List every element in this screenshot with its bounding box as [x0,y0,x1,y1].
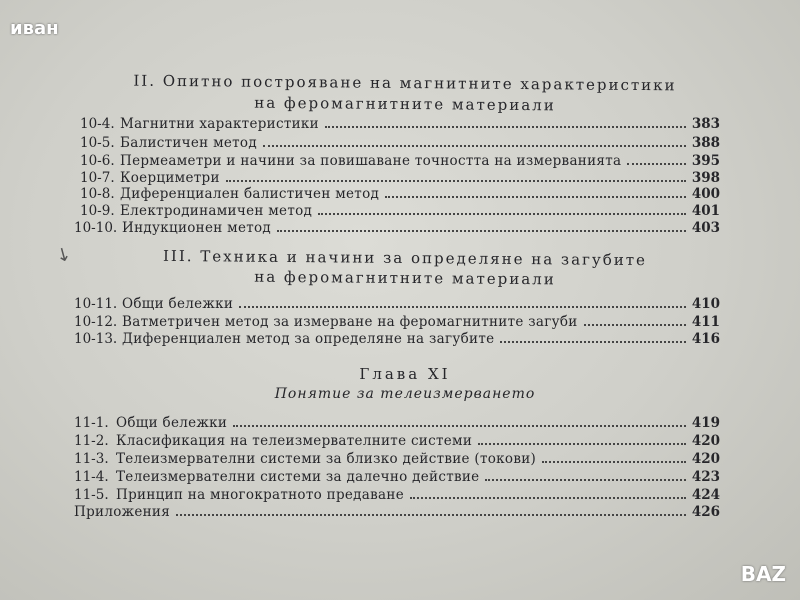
toc-page-number: 411 [691,314,720,330]
toc-entry-10-5 [80,134,720,152]
toc-title: Телеизмервателни системи за далечно действие [116,469,480,485]
toc-page-number: 426 [691,504,720,520]
toc-entry-10-10 [74,219,720,237]
toc-entry-appendices [74,503,720,521]
toc-page-number: 400 [691,186,720,202]
toc-title: Ватметричен метод за измерване на феромагнитните загуби [122,314,578,330]
leader-dots [410,486,686,499]
leader-dots [233,414,686,427]
section-iii-heading-line1: III. Техника и начини за определяне на загубите [162,246,648,270]
toc-number: 10-5. [80,135,115,151]
toc-entry-10-8 [80,185,720,203]
leader-dots [485,468,685,481]
toc-page-number: 419 [691,415,720,431]
leader-dots [478,432,686,445]
toc-number: 10-12. [74,314,118,330]
toc-entry-10-6 [80,152,720,170]
toc-page-number: 401 [691,203,720,219]
toc-entry-10-9 [80,202,720,220]
leader-dots [226,169,686,182]
toc-title: Балистичен метод [120,135,257,151]
toc-number: 11-1. [74,415,109,431]
toc-entry-11-1 [74,414,720,432]
toc-page-number: 398 [691,170,720,186]
toc-number: 11-4. [74,469,109,485]
toc-title: Класификация на телеизмервателните системи [116,433,473,449]
toc-page-number: 403 [691,220,720,236]
toc-title: Диференциален балистичен метод [120,186,380,202]
toc-title: Магнитни характеристики [120,116,319,132]
toc-entry-10-13 [74,330,720,348]
leader-dots [263,134,686,147]
leader-dots [277,219,686,232]
toc-number: 10-8. [80,186,115,202]
leader-dots [176,503,686,516]
toc-entry-11-4 [74,468,720,486]
leader-dots [627,152,685,165]
toc-page-number: 383 [691,116,720,132]
toc-number: 11-3. [74,451,109,467]
leader-dots [325,115,686,128]
toc-entry-11-5 [74,486,720,504]
toc-page-number: 388 [691,135,720,151]
pencil-arrow-mark: ↓ [53,243,74,268]
toc-title: Електродинамичен метод [120,203,313,219]
toc-title: Пермеаметри и начини за повишаване точността на измерванията [120,153,622,169]
section-iii-heading-line2: на феромагнитните материали [254,267,556,289]
toc-title: Приложения [74,504,171,520]
toc-title: Телеизмервателни системи за близко действие (токови) [116,451,537,467]
toc-number: 10-7. [80,170,115,186]
toc-entry-10-12 [74,313,720,331]
leader-dots [239,295,686,308]
toc-entry-10-4 [80,115,720,133]
brand-logo: BAZ [740,562,786,586]
toc-page-number: 410 [691,296,720,312]
toc-number: 10-13. [74,331,118,347]
toc-number: 10-10. [74,220,118,236]
toc-number: 10-11. [74,296,118,312]
toc-title: Общи бележки [116,415,228,431]
toc-page-number: 416 [691,331,720,347]
toc-title: Коерциметри [120,170,220,186]
toc-number: 11-5. [74,487,109,503]
toc-entry-10-11 [74,295,720,313]
leader-dots [385,185,686,198]
toc-number: 10-4. [80,116,115,132]
toc-page-number: 395 [691,153,720,169]
toc-title: Принцип на многократното предаване [116,487,404,503]
chapter-subtitle: Понятие за телеизмерването [274,386,536,402]
chapter-title: Глава XI [359,365,451,383]
section-ii-heading-line2: на феромагнитните материали [254,93,556,115]
toc-title: Диференциален метод за определяне на загубите [122,331,495,347]
toc-page-number: 420 [691,451,720,467]
toc-title: Индукционен метод [122,220,272,236]
leader-dots [500,330,685,343]
toc-number: 10-6. [80,153,115,169]
toc-page-number: 420 [691,433,720,449]
toc-entry-11-3 [74,450,720,468]
leader-dots [542,450,686,463]
toc-page-number: 423 [691,469,720,485]
section-ii-heading-line1: II. Опитно построяване на магнитните характеристики [133,71,677,95]
toc-title: Общи бележки [122,296,234,312]
toc-number: 10-9. [80,203,115,219]
toc-number: 11-2. [74,433,109,449]
leader-dots [318,202,686,215]
leader-dots [584,313,686,326]
watermark-text: иван [10,18,59,39]
toc-page-number: 424 [691,487,720,503]
toc-entry-11-2 [74,432,720,450]
